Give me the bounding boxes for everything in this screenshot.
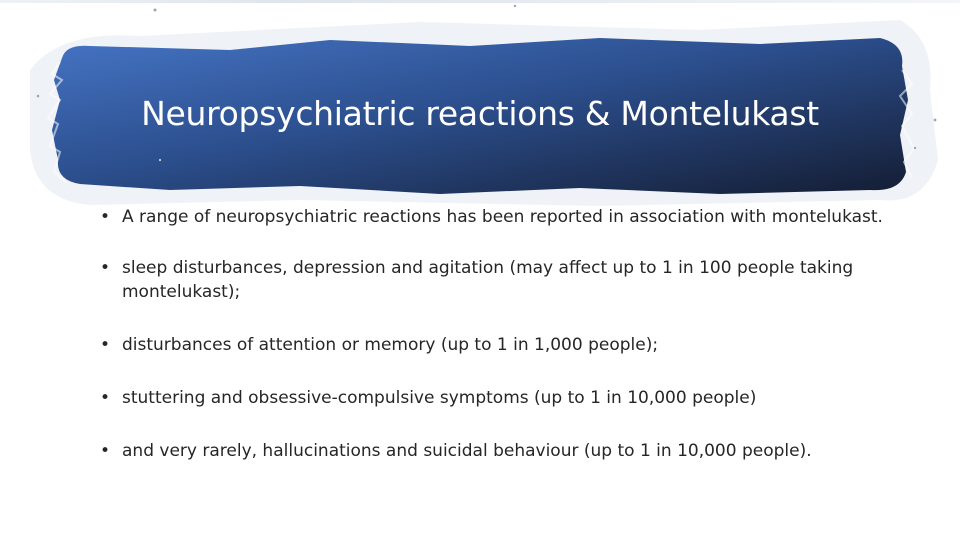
slide-title: Neuropsychiatric reactions & Montelukast — [141, 94, 819, 133]
bullet-item: • stuttering and obsessive-compulsive symptoms (up to 1 in 10,000 people) — [100, 386, 890, 410]
bullet-item: • and very rarely, hallucinations and suicidal behaviour (up to 1 in 10,000 people). — [100, 439, 890, 463]
bullet-list — [100, 205, 890, 463]
bullet-item: • disturbances of attention or memory (up to 1 in 1,000 people); — [100, 333, 890, 357]
bullet-item: • sleep disturbances, depression and agitation (may affect up to 1 in 100 people taking montelukast); — [100, 256, 890, 304]
bullet-item: • A range of neuropsychiatric reactions has been reported in association with montelukast. — [100, 205, 890, 229]
